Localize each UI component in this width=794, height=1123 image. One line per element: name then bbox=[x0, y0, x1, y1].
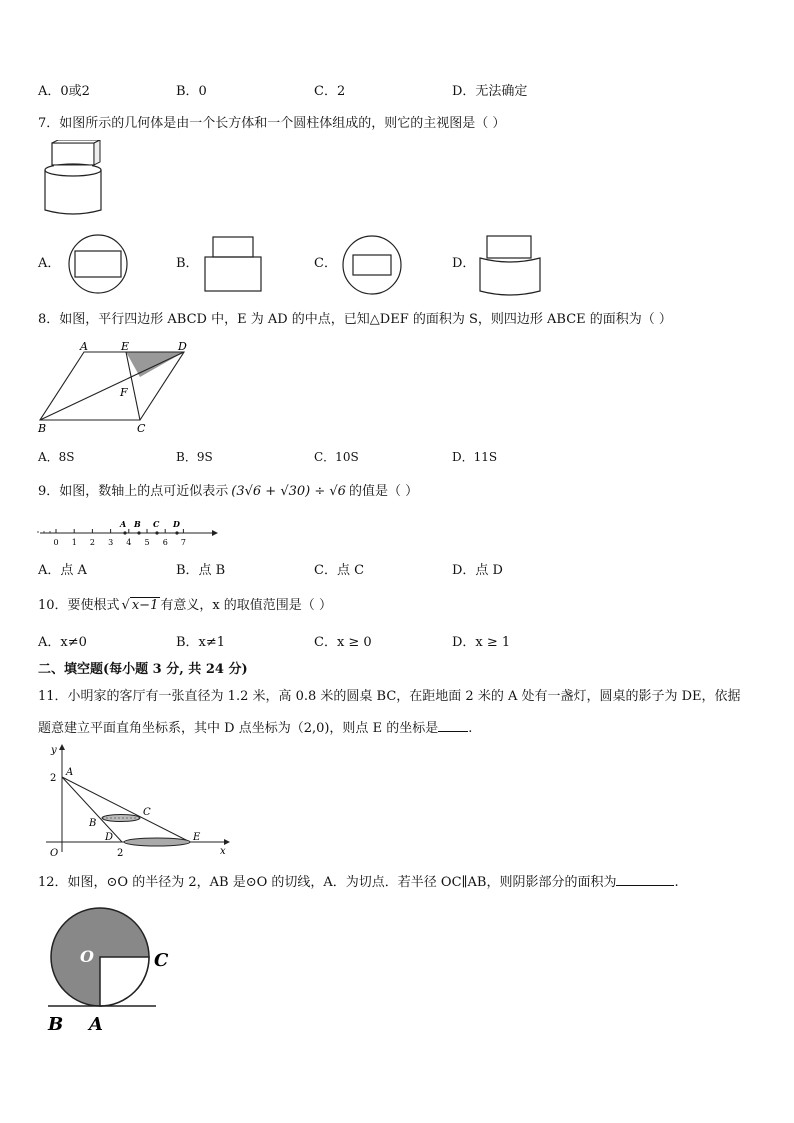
q9-axis-tick-label: 2 bbox=[89, 538, 95, 547]
q8-label-e: E bbox=[121, 340, 130, 353]
q12-label-c: C bbox=[154, 950, 169, 971]
q12-stem-end: . bbox=[674, 875, 679, 890]
q9-axis-tick-label: 6 bbox=[162, 538, 168, 547]
q12-stem-text: 12．如图，⊙O 的半径为 2，AB 是⊙O 的切线，A．为切点．若半径 OC∥AB，则阴影部分的面积为 bbox=[38, 875, 617, 890]
q9-axis-tick-label: 0 bbox=[53, 538, 59, 547]
q8-parallelogram-figure bbox=[34, 340, 194, 435]
q12-answer-blank bbox=[616, 873, 674, 886]
q8-option-c: C．10S bbox=[314, 450, 359, 464]
q11-label-o: O bbox=[50, 848, 59, 859]
q9-option-b: B．点 B bbox=[176, 563, 226, 578]
q11-label-b: B bbox=[89, 818, 97, 829]
q11-label-c: C bbox=[143, 807, 151, 818]
q9-axis-tick-label: 4 bbox=[126, 538, 132, 547]
q8-label-b: B bbox=[38, 422, 47, 435]
q7-label-c: C． bbox=[314, 256, 337, 271]
q11-line-2-text: 题意建立平面直角坐标系，其中 D 点坐标为（2,0)，则点 E 的坐标是 bbox=[38, 721, 439, 736]
q9-axis-tick-label: 1 bbox=[71, 538, 77, 547]
q9-option-d: D．点 D bbox=[452, 563, 503, 578]
q9-axis-tick-label: 5 bbox=[144, 538, 150, 547]
q12-label-b: B bbox=[48, 1014, 64, 1035]
q11-label-a: A bbox=[66, 767, 74, 778]
q6-option-d: D．无法确定 bbox=[452, 84, 528, 99]
q6-option-a: A．0或2 bbox=[38, 84, 90, 99]
q10-option-c: C．x ≥ 0 bbox=[314, 635, 372, 650]
q11-line-2 bbox=[38, 719, 472, 738]
q9-option-a: A．点 A bbox=[38, 563, 87, 578]
q11-line-2-end: . bbox=[468, 721, 473, 736]
q12-circle-figure bbox=[44, 902, 184, 1037]
q7-label-a: A． bbox=[38, 256, 61, 271]
q11-line-1: 11．小明家的客厅有一张直径为 1.2 米，高 0.8 米的圆桌 BC，在距地面 2 米的 A 处有一盏灯，圆桌的影子为 DE，依据 bbox=[38, 689, 741, 704]
q10-stem: 10．要使根式 √ x−1 有意义，x 的取值范围是（ ） bbox=[38, 598, 332, 613]
q8-label-a: A bbox=[80, 340, 88, 353]
q10-stem-after: 有意义，x 的取值范围是（ ） bbox=[160, 598, 332, 613]
q12-stem bbox=[38, 873, 679, 892]
q9-expression: (3√6 + √30) ÷ √6 bbox=[231, 484, 346, 499]
q10-stem-before: 10．要使根式 bbox=[38, 598, 120, 613]
q7-option-a-figure bbox=[68, 234, 130, 294]
q10-option-a: A．x≠0 bbox=[38, 635, 87, 650]
q12-label-a: A bbox=[89, 1014, 103, 1035]
q9-stem-after: 的值是（ ） bbox=[348, 484, 419, 499]
q8-label-c: C bbox=[137, 422, 146, 435]
q7-stem: 7．如图所示的几何体是由一个长方体和一个圆柱体组成的，则它的主视图是（ ） bbox=[38, 116, 506, 131]
q11-label-2-x: 2 bbox=[117, 848, 124, 859]
q8-option-d: D．11S bbox=[452, 450, 498, 464]
q9-option-c: C．点 C bbox=[314, 563, 365, 578]
q7-label-b: B． bbox=[176, 256, 199, 271]
q7-option-c-figure bbox=[341, 235, 403, 295]
q9-point-a: A bbox=[120, 519, 127, 529]
q9-stem-before: 9．如图，数轴上的点可近似表示 bbox=[38, 484, 229, 499]
q11-label-x: x bbox=[220, 846, 226, 857]
q8-stem: 8．如图，平行四边形 ABCD 中，E 为 AD 的中点，已知△DEF 的面积为 S，则四边形 ABCE 的面积为（ ） bbox=[38, 312, 672, 327]
q11-label-y: y bbox=[51, 745, 57, 756]
q9-point-b: B bbox=[134, 519, 141, 529]
q9-point-c: C bbox=[153, 519, 160, 529]
q11-shadow-figure bbox=[40, 742, 240, 862]
q9-axis-tick-label: 7 bbox=[180, 538, 186, 547]
q11-label-2-y: 2 bbox=[50, 773, 57, 784]
q7-option-d-figure bbox=[478, 235, 542, 299]
q6-option-c: C．2 bbox=[314, 84, 346, 99]
q9-axis-tick-label: 3 bbox=[108, 538, 114, 547]
q8-option-b: B．9S bbox=[176, 450, 213, 464]
q10-option-d: D．x ≥ 1 bbox=[452, 635, 511, 650]
q7-option-b-figure bbox=[204, 236, 262, 292]
q7-solid-figure bbox=[38, 140, 108, 218]
q8-option-a: A．8S bbox=[38, 450, 75, 464]
q10-option-b: B．x≠1 bbox=[176, 635, 226, 650]
q6-option-b: B．0 bbox=[176, 84, 207, 99]
q11-label-d: D bbox=[105, 832, 114, 843]
section-2-title: 二、填空题(每小题 3 分, 共 24 分) bbox=[38, 662, 248, 677]
q7-label-d: D． bbox=[452, 256, 476, 271]
q9-number-line bbox=[36, 518, 218, 548]
q11-answer-blank bbox=[438, 719, 468, 732]
q10-radicand: x−1 bbox=[131, 598, 159, 613]
q8-label-f: F bbox=[120, 386, 128, 399]
q9-point-d: D bbox=[173, 519, 180, 529]
q8-label-d: D bbox=[178, 340, 187, 353]
q9-stem bbox=[38, 483, 418, 501]
q12-label-o: O bbox=[80, 947, 94, 966]
q11-label-e: E bbox=[193, 832, 201, 843]
